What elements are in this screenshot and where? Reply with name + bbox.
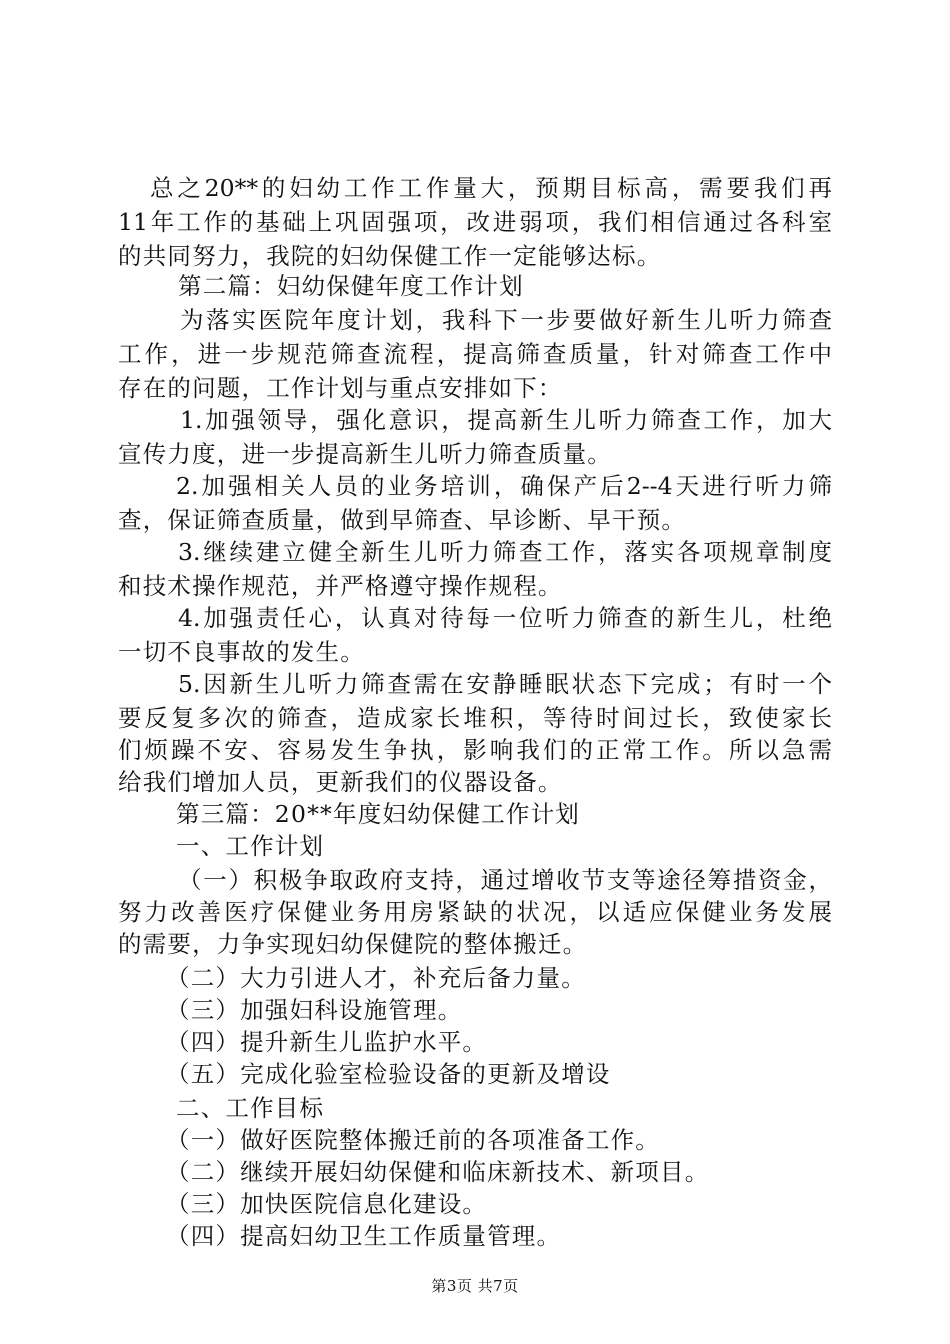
- list-item-line: 努力改善医疗保健业务用房紧缺的状况，以适应保健业务发展: [118, 898, 832, 926]
- list-item-line: 5.因新生儿听力筛查需在安静睡眠状态下完成；有时一个: [178, 670, 832, 698]
- list-item-line: （二）大力引进人才，补充后备力量。: [166, 964, 586, 992]
- section-heading: 第二篇：妇幼保健年度工作计划: [178, 272, 524, 300]
- list-item-line: 要反复多次的筛查，造成家长堆积，等待时间过长，致使家长: [118, 704, 832, 732]
- list-item-line: 2.加强相关人员的业务培训，确保产后2--4天进行听力筛: [176, 472, 832, 500]
- list-item-line: （一）积极争取政府支持，通过增收节支等途径筹措资金，: [178, 866, 832, 894]
- paragraph-line: 11年工作的基础上巩固强项，改进弱项，我们相信通过各科室: [118, 208, 832, 236]
- list-item-line: 1.加强领导，强化意识，提高新生儿听力筛查工作，加大: [180, 406, 832, 434]
- list-item-line: （四）提高妇幼卫生工作质量管理。: [166, 1222, 562, 1250]
- paragraph-line: 存在的问题，工作计划与重点安排如下：: [118, 374, 563, 402]
- paragraph-line: 总之20**的妇幼工作工作量大，预期目标高，需要我们再: [150, 174, 832, 202]
- list-item-line: （三）加快医院信息化建设。: [166, 1190, 488, 1218]
- list-item-line: （三）加强妇科设施管理。: [166, 996, 463, 1024]
- list-item-line: 宣传力度，进一步提高新生儿听力筛查质量。: [118, 440, 612, 468]
- list-item-line: （二）继续开展妇幼保健和临床新技术、新项目。: [166, 1158, 710, 1186]
- list-item-line: 和技术操作规范，并严格遵守操作规程。: [118, 572, 563, 600]
- page-number-footer: 第3页 共7页: [431, 1277, 519, 1295]
- paragraph-line: 的共同努力，我院的妇幼保健工作一定能够达标。: [118, 242, 662, 270]
- list-item-line: （四）提升新生儿监护水平。: [166, 1028, 488, 1056]
- list-item-line: （五）完成化验室检验设备的更新及增设: [166, 1060, 611, 1088]
- list-item-line: 4.加强责任心，认真对待每一位听力筛查的新生儿，杜绝: [178, 604, 832, 632]
- paragraph-line: 工作，进一步规范筛查流程，提高筛查质量，针对筛查工作中: [118, 340, 832, 368]
- list-item-line: 们烦躁不安、容易发生争执，影响我们的正常工作。所以急需: [118, 736, 832, 764]
- list-item-line: 3.继续建立健全新生儿听力筛查工作，落实各项规章制度: [178, 538, 832, 566]
- section-heading: 第三篇：20**年度妇幼保健工作计划: [176, 800, 581, 828]
- subsection-heading: 一、工作计划: [176, 832, 325, 860]
- list-item-line: （一）做好医院整体搬迁前的各项准备工作。: [166, 1126, 660, 1154]
- list-item-line: 给我们增加人员，更新我们的仪器设备。: [118, 768, 563, 796]
- list-item-line: 查，保证筛查质量，做到早筛查、早诊断、早干预。: [118, 506, 687, 534]
- list-item-line: 一切不良事故的发生。: [118, 638, 365, 666]
- paragraph-line: 为落实医院年度计划，我科下一步要做好新生儿听力筛查: [180, 306, 832, 334]
- subsection-heading: 二、工作目标: [176, 1094, 325, 1122]
- list-item-line: 的需要，力争实现妇幼保健院的整体搬迁。: [118, 930, 588, 958]
